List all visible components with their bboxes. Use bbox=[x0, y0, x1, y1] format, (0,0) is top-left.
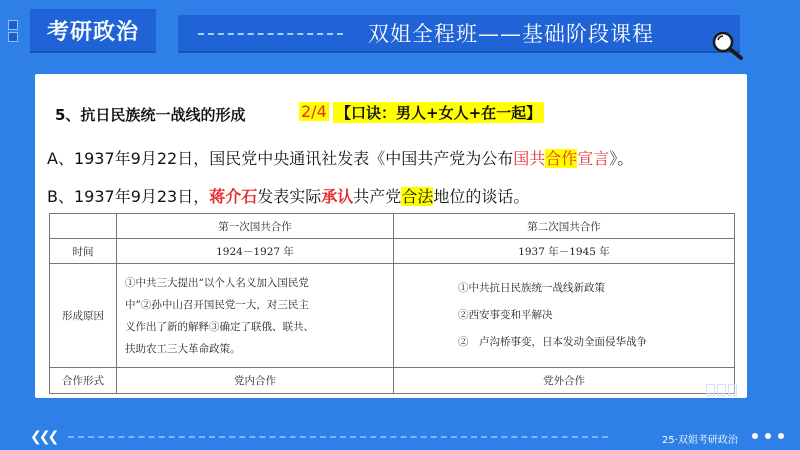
cause-second-line: ①中共抗日民族统一战线新政策 bbox=[458, 282, 605, 295]
content-card bbox=[35, 74, 747, 398]
cause-first-line: 扶助农工三大革命政策。 bbox=[125, 342, 241, 355]
mnemonic-note: 【口诀：男人+女人+在一起】 bbox=[333, 102, 544, 123]
cell-cause-first bbox=[117, 264, 394, 368]
cell-time-first: 1924－1927 年 bbox=[117, 239, 394, 264]
footer-dash-decoration bbox=[68, 436, 608, 438]
point-b-mid-2: 共产党 bbox=[353, 187, 402, 206]
point-a bbox=[47, 146, 633, 169]
cause-second-line: ② 卢沟桥事变，日本发动全面侵华战争 bbox=[458, 336, 647, 349]
table-header-first: 第一次国共合作 bbox=[117, 214, 394, 239]
row-label-cause: 形成原因 bbox=[50, 264, 117, 368]
cause-first-line: 义作出了新的解释③确定了联俄、联共、 bbox=[125, 320, 314, 333]
course-title-bar bbox=[178, 15, 740, 51]
point-b-mid-1: 发表实际 bbox=[257, 187, 322, 206]
cell-cause-second bbox=[394, 264, 735, 368]
cause-first-line: 中”②孙中山召开国民党一大，对三民主 bbox=[125, 298, 309, 311]
cause-second-line: ②西安事变和平解决 bbox=[458, 309, 553, 322]
table-header-row bbox=[50, 214, 735, 239]
page-label: 25·双姐考研政治 bbox=[662, 435, 738, 446]
decorative-squares bbox=[8, 20, 24, 46]
page-counter: 2/4 bbox=[301, 102, 327, 121]
point-a-text: A、1937年9月22日，国民党中央通讯社发表《中国共产党为公布 bbox=[47, 149, 514, 168]
row-label-form: 合作形式 bbox=[50, 367, 117, 393]
point-b-red-1: 蒋介石 bbox=[209, 187, 258, 206]
course-title: 双姐全程班——基础阶段课程 bbox=[368, 22, 654, 46]
table-row bbox=[50, 239, 735, 264]
point-a-suffix: 》。 bbox=[609, 149, 634, 168]
point-b-text: B、1937年9月23日， bbox=[47, 187, 210, 206]
point-b-red-2: 承认 bbox=[321, 187, 354, 206]
point-b-highlight: 合法 bbox=[401, 187, 434, 206]
cell-form-second: 党外合作 bbox=[394, 367, 735, 393]
cause-first-line: ①中共三大提出“以个人名义加入国民党 bbox=[125, 276, 309, 289]
point-a-red-1: 国共 bbox=[513, 149, 546, 168]
table-row bbox=[50, 367, 735, 393]
table-header-second: 第二次国共合作 bbox=[394, 214, 735, 239]
brand-title: 考研政治 bbox=[30, 9, 156, 51]
section-heading: 5、抗日民族统一战线的形成 bbox=[55, 106, 246, 124]
table-row bbox=[50, 264, 735, 368]
point-a-highlight: 合作 bbox=[545, 149, 578, 168]
search-icon bbox=[703, 26, 749, 62]
cell-form-first: 党内合作 bbox=[117, 367, 394, 393]
comparison-table bbox=[49, 213, 735, 394]
point-a-red-2: 宣言 bbox=[577, 149, 610, 168]
point-b bbox=[47, 184, 529, 207]
row-label-time: 时间 bbox=[50, 239, 117, 264]
chevron-left-icon: ❮❮❮ bbox=[30, 429, 57, 445]
title-dash-decoration bbox=[198, 33, 343, 35]
point-b-suffix: 地位的谈话。 bbox=[433, 187, 530, 206]
table-header-empty bbox=[50, 214, 117, 239]
cell-time-second: 1937 年－1945 年 bbox=[394, 239, 735, 264]
